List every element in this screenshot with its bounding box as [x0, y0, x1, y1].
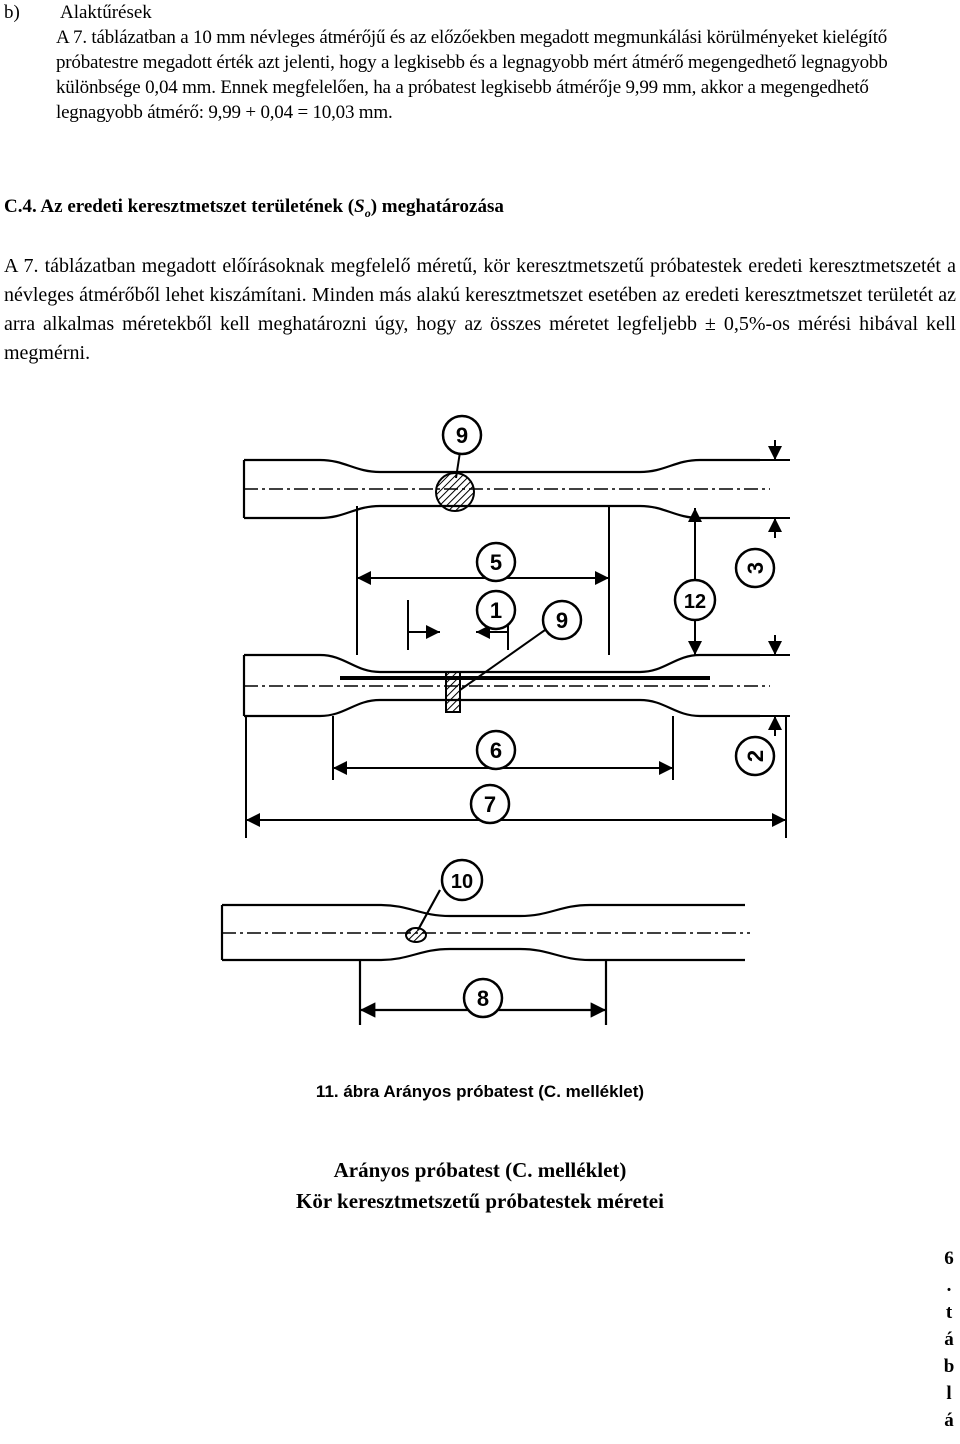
vertical-char: á	[944, 1410, 954, 1431]
vertical-char: á	[944, 1329, 954, 1350]
callout-label: 7	[483, 792, 497, 817]
table-title-line-1: Arányos próbatest (C. melléklet)	[333, 1158, 627, 1182]
vertical-char: b	[943, 1356, 955, 1377]
figure-caption: 11. ábra Arányos próbatest (C. melléklet)	[315, 1082, 645, 1101]
section-c4-body	[4, 252, 956, 368]
callout-12	[675, 580, 715, 620]
callout-label: 10	[450, 871, 474, 893]
section-b-paragraph	[4, 25, 956, 125]
vertical-char: l	[946, 1383, 952, 1404]
heading-subscript: o	[364, 205, 371, 220]
callout-9-top	[443, 416, 481, 454]
vertical-table-label	[940, 1245, 958, 1434]
section-b-heading	[4, 0, 956, 25]
callout-7	[471, 785, 509, 823]
callout-label: 6	[489, 738, 503, 763]
section-c4-paragraph: A 7. táblázatban megadott előírásoknak megfelelő méretű, kör keresztmetszetű próbatestek eredeti keresztmetszetét a névleges átmérőből lehet kiszámítani. Minden más alakú keresztmetszet esetében az eredeti keresztmetszet területét az arra alkalmas méretekből kell meghatározni úgy, hogy az összes méretet legfeljebb ± 0,5%-os mérési hibával kell megmérni.	[4, 255, 956, 364]
upper-specimen	[244, 460, 770, 518]
callout-6	[477, 731, 515, 769]
callout-9-mid	[543, 601, 581, 639]
heading-suffix: ) meghatározása	[370, 196, 504, 217]
section-c4-heading	[4, 196, 956, 221]
callout-1	[477, 591, 515, 629]
callout-label: 2	[743, 749, 768, 763]
section-b-title: Alaktűrések	[60, 2, 152, 23]
callout-10	[442, 860, 482, 900]
callout-label: 9	[555, 608, 569, 633]
dimension-lines	[246, 440, 790, 838]
section-b-text-2: Ennek megfelelően, ha a próbatest legkisebb átmérője 9,99 mm, akkor a megengedhető legnagyobb átmérő: 9,99 + 0,04 = 10,03 mm.	[56, 77, 869, 123]
callout-label: 1	[489, 598, 503, 623]
side-view-section	[406, 928, 426, 942]
callout-2	[736, 737, 774, 775]
vertical-char: t	[945, 1302, 953, 1323]
callout-label: 3	[743, 561, 768, 575]
heading-symbol: S	[354, 196, 365, 217]
vertical-char: .	[946, 1275, 952, 1296]
callout-3	[736, 549, 774, 587]
heading-prefix: C.4. Az eredeti keresztmetszet területének (	[4, 196, 355, 217]
specimen-figure	[0, 400, 960, 1090]
callout-label: 9	[455, 423, 469, 448]
cross-section-circle	[436, 473, 474, 511]
table-title-line-2: Kör keresztmetszetű próbatestek méretei	[296, 1189, 664, 1213]
table-title	[0, 1155, 960, 1217]
vertical-char: 6	[944, 1248, 954, 1269]
callout-label: 12	[683, 591, 707, 613]
section-b-text-1: A 7. táblázatban a 10 mm névleges átmérőjű és az előzőekben megadott megmunkálási körülményeket kielégítő próbatestre megadott érték azt jelenti, hogy a legkisebb és a legnagyobb mért átmérő megengedhető legnagyobb különbsége 0,04 mm.	[56, 27, 888, 98]
callout-5	[477, 543, 515, 581]
section-b	[4, 0, 956, 125]
callout-8	[464, 979, 502, 1017]
cross-section-rect	[446, 672, 460, 712]
callout-label: 5	[489, 550, 503, 575]
lower-specimen	[244, 655, 770, 716]
section-b-label: b)	[4, 2, 20, 23]
callout-label: 8	[476, 986, 490, 1011]
